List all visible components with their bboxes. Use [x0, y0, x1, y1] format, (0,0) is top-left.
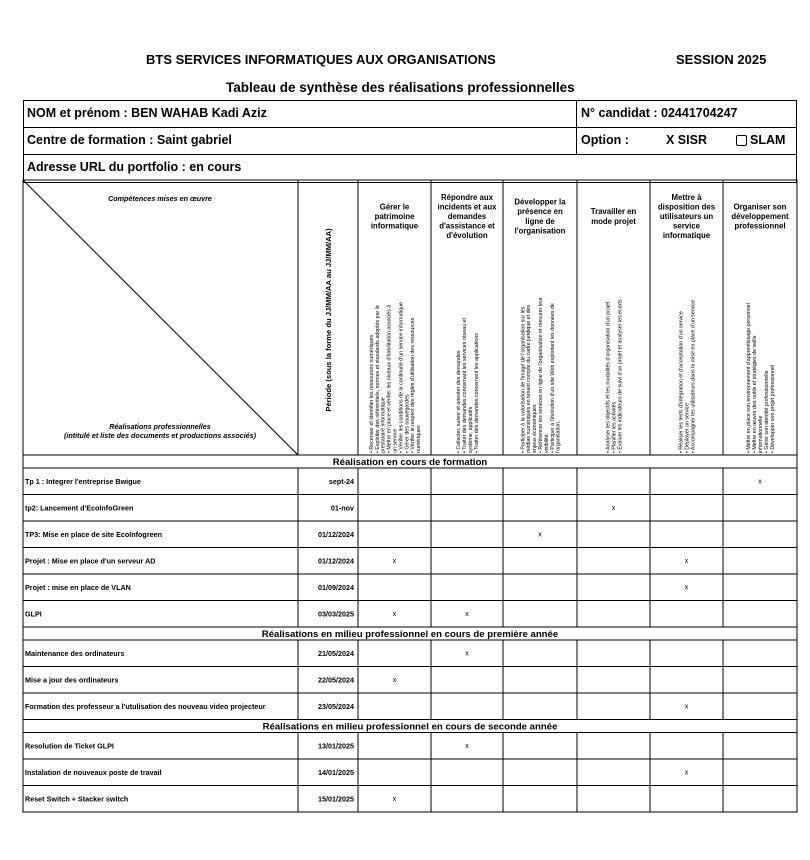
competence-detail: numériques: [416, 425, 423, 453]
competence-detail: enjeux économiques: [532, 404, 539, 453]
competence-detail: un service: [392, 428, 399, 453]
competence-title: Développer la: [514, 197, 566, 207]
competence-title: incidents et aux: [437, 202, 497, 212]
competence-title: présence en: [517, 207, 563, 217]
competence-title: mode projet: [591, 216, 636, 226]
competence-detail: • Traiter des demandes concernant les services réseau et: [462, 318, 469, 453]
competence-title: service: [673, 221, 700, 231]
option-label: Option :: [581, 133, 629, 147]
period-column-header: Période (sous la forme du JJ/MM/AA au JJ/MM/AA): [324, 228, 333, 412]
competence-mark: x: [392, 610, 397, 618]
competence-title: disposition des: [657, 202, 716, 212]
competence-mark: x: [465, 650, 469, 658]
competence-title: d'assistance et: [439, 221, 495, 231]
competence-mark: x: [684, 769, 689, 777]
realisation-label: Projet : Mise en place d'un serveur AD: [25, 556, 156, 566]
competence-detail: • Mettre en place son environnement d'apprentissage personnel: [746, 303, 753, 453]
section-title: Réalisations en milieu professionnel en cours de première année: [261, 629, 559, 640]
period-value: 01/09/2024: [318, 582, 354, 592]
competence-title: Mettre à: [671, 192, 702, 202]
realisation-label: GLPI: [25, 609, 42, 619]
competence-detail: • Développer son projet professionnel: [769, 364, 776, 453]
realisation-label: Projet : mise en place de VLAN: [25, 582, 131, 592]
realisation-label: TP3: Mise en place de site EcoInfogreen: [25, 529, 163, 539]
competence-detail: • Réaliser les tests d'intégration et d'acceptation d'un service: [678, 311, 685, 453]
competence-title: informatique: [662, 231, 711, 241]
corner-diagonal: [23, 180, 298, 455]
competence-mark: x: [392, 557, 397, 565]
competence-title: l'organisation: [514, 226, 566, 236]
table-row: [23, 786, 797, 813]
period-value: 14/01/2025: [318, 767, 354, 777]
competence-mark: x: [392, 676, 397, 684]
competence-title: Organiser son: [733, 202, 787, 212]
competence-title: ligne de: [525, 216, 555, 226]
section-title: Réalisations en milieu professionnel en cours de seconde année: [262, 721, 558, 733]
competence-title: utilisateurs un: [659, 212, 714, 221]
competence-mark: x: [465, 610, 469, 618]
competence-detail: • Analyser les objectifs et les modalités d'organisation d'un projet: [605, 301, 612, 453]
competence-mark: x: [684, 557, 689, 565]
candidate-name: NOM et prénom : BEN WAHAB Kadi Aziz: [27, 106, 267, 120]
option-slam-label: SLAM: [750, 133, 786, 147]
competence-title: d'évolution: [446, 231, 488, 241]
competence-detail: • Mettre en œuvre des outils et stratégies de veille: [752, 335, 759, 453]
period-value: 22/05/2024: [318, 675, 354, 685]
competence-title: professionnel: [734, 221, 786, 231]
training-center: Centre de formation : Saint gabriel: [27, 133, 232, 147]
competence-mark: x: [392, 795, 397, 803]
portfolio-url: Adresse URL du portfolio : en cours: [27, 160, 242, 174]
competence-title: patrimoine: [374, 212, 415, 221]
competence-mark: x: [758, 478, 762, 486]
period-value: sept-24: [328, 476, 354, 486]
period-value: 01-nov: [330, 503, 354, 513]
realisation-label: Tp 1 : Integrer l'entreprise Bwigue: [25, 476, 141, 486]
session-label: SESSION 2025: [676, 52, 767, 67]
document-subtitle: Tableau de synthèse des réalisations professionnelles: [226, 80, 575, 95]
competence-title: Gérer le: [379, 202, 410, 212]
realisation-label: Formation des professeur a l'utulisation des nouveau video projecteur: [25, 701, 266, 711]
competence-detail: informationnelle: [758, 415, 764, 453]
competence-mark: x: [538, 531, 542, 539]
table-row: [23, 667, 797, 694]
competence-detail: • Participer à la valorisation de l'image de l'organisation sur les: [520, 306, 527, 453]
competence-detail: • Traiter des demandes concernant les applications: [473, 333, 480, 453]
realisation-label: Instalation de nouveaux poste de travail: [25, 767, 162, 777]
table-row: [23, 601, 797, 628]
candidate-number: N° candidat : 02441704247: [581, 106, 738, 120]
competence-detail: visibilité.: [543, 432, 550, 453]
competence-detail: • Collecter, suivre et orienter des demandes: [456, 350, 463, 453]
competence-title: Répondre aux: [441, 192, 493, 202]
competence-mark: x: [611, 504, 616, 512]
competence-detail: prestataire informatique: [380, 397, 387, 453]
period-value: 23/05/2024: [318, 701, 354, 711]
period-value: 15/01/2025: [318, 794, 354, 804]
competence-detail: médias numériques en tenant compte du cadre juridique et des: [526, 304, 533, 453]
competence-detail: • Déployer un service: [684, 402, 691, 453]
competence-title: Travailler en: [590, 207, 637, 217]
table-row: [23, 640, 797, 667]
competence-detail: • Accompagner les utilisateurs dans la mise en place d'un service: [690, 299, 697, 453]
competence-detail: • Gérer son identité professionnelle: [763, 370, 770, 453]
period-value: 21/05/2024: [318, 648, 354, 658]
period-value: 01/12/2024: [318, 529, 354, 539]
realisation-label: Maintenance des ordinateurs: [25, 648, 125, 658]
option-sisr-checked: X SISR: [666, 133, 707, 147]
realisation-label: Mise a jour des ordinateurs: [25, 675, 119, 685]
competence-title: informatique: [370, 221, 419, 231]
document-title: BTS SERVICES INFORMATIQUES AUX ORGANISATIONS: [146, 52, 496, 67]
competence-mark: x: [465, 742, 469, 750]
competence-title: développement: [731, 212, 789, 221]
competence-mark: x: [684, 703, 689, 711]
period-value: 03/03/2025: [318, 609, 354, 619]
competence-detail: • Mettre en place et vérifier les niveaux d'habilitation associés à: [386, 304, 393, 453]
competence-title: demandes: [447, 212, 487, 221]
competence-detail: • Recenser et identifier les ressources numériques: [368, 334, 375, 453]
corner-realisations-label: Réalisations professionnelles: [109, 422, 211, 431]
period-value: 13/01/2025: [318, 741, 354, 751]
competence-detail: • Évaluer les indicateurs de suivi d'un projet et analyser les écarts: [617, 299, 624, 453]
period-value: 01/12/2024: [318, 556, 354, 566]
corner-competences-label: Compétences mises en œuvre: [108, 194, 212, 203]
competence-detail: • Planifier les activités: [611, 401, 618, 453]
competence-detail: • Référencer les services en ligne de l'organisation et mesurer leur: [538, 297, 544, 453]
table-row: [23, 574, 797, 601]
corner-realisations-label: (intitulé et liste des documents et productions associés): [63, 431, 257, 440]
competence-detail: l'organisation.: [555, 420, 562, 453]
competence-detail: • Exploiter des référentiels, normes et standards adoptés par le: [374, 305, 381, 453]
competence-detail: système, applicatifs: [467, 406, 474, 453]
competence-mark: x: [684, 584, 689, 592]
competence-detail: • Gérer des sauvegardes: [404, 394, 411, 453]
table-row: [23, 733, 797, 760]
competence-detail: • Participer à l'évolution d'un site Web exploitant les données de: [549, 303, 556, 453]
realisation-label: tp2: Lancement d'EcoInfoGreen: [25, 503, 134, 513]
realisation-label: Reset Switch + Stacker switch: [25, 794, 129, 804]
competence-detail: • Vérifier le respect des règles d'utilisation des ressources: [410, 317, 417, 453]
table-row: [23, 495, 797, 522]
realisation-label: Resolution de Ticket GLPI: [25, 741, 114, 751]
section-title: Réalisation en cours de formation: [332, 457, 488, 468]
competence-detail: • Vérifier les conditions de la continuité d'un service informatique: [398, 302, 405, 453]
